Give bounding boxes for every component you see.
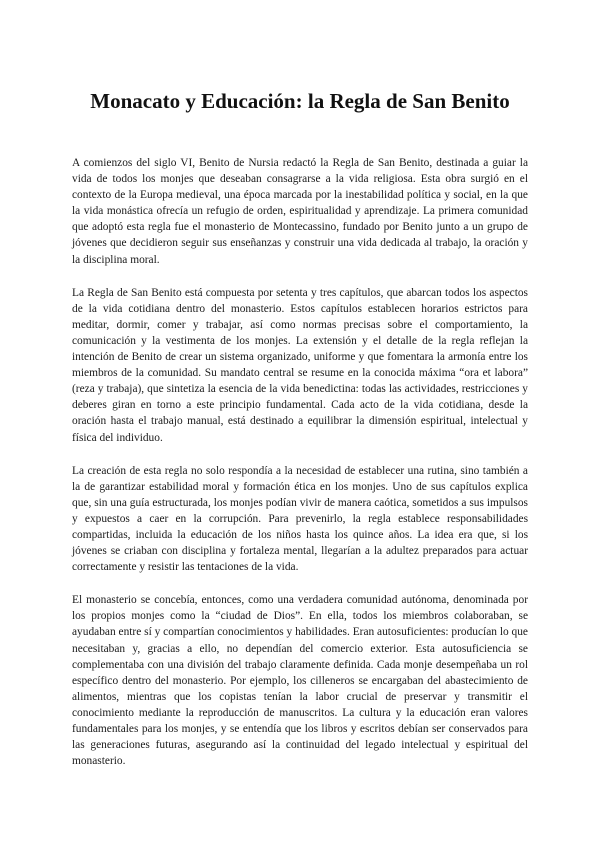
paragraph-1: A comienzos del siglo VI, Benito de Nursia redactó la Regla de San Benito, destinada a guiar la vida de todos los monjes que deseaban consagrarse a la vida religiosa. Esta obra surgió en el contexto de la Europa medieval, una época marcada por la inestabilidad política y social, en la que la vida monástica ofrecía un refugio de orden, espiritualidad y aprendizaje. La primera comunidad que adoptó esta regla fue el monasterio de Montecassino, fundado por Benito junto a un grupo de jóvenes que decidieron seguir sus enseñanzas y construir una vida dedicada al trabajo, la oración y la disciplina moral. xyxy=(72,157,528,266)
paragraph-4: El monasterio se concebía, entonces, como una verdadera comunidad autónoma, denominada por los propios monjes como la “ciudad de Dios”. En ella, todos los miembros colaboraban, se ayudaban entre sí y compartían conocimientos y habilidades. Eran autosuficientes: producían lo que necesitaban y, gracias a ello, no dependían del comercio exterior. Esta autosuficiencia se complementaba con una división del trabajo claramente definida. Cada monje desempeñaba un rol específico dentro del monasterio. Por ejemplo, los cilleneros se encargaban del abastecimiento de alimentos, mientras que los copistas tenían la labor crucial de preservar y transmitir el conocimiento mediante la reproducción de manuscritos. La cultura y la educación eran valores fundamentales para los monjes, y se entendía que los libros y escritos debían ser conservados para las generaciones futuras, asegurando así la continuidad del legado intelectual y espiritual del monasterio. xyxy=(72,594,528,768)
document-body xyxy=(72,155,528,786)
paragraph-2: La Regla de San Benito está compuesta por setenta y tres capítulos, que abarcan todos los aspectos de la vida cotidiana dentro del monasterio. Estos capítulos establecen horarios estrictos para meditar, dormir, comer y trabajar, así como normas precisas sobre el comportamiento, la comunicación y la vestimenta de los monjes. La extensión y el detalle de la regla reflejan la intención de Benito de crear un sistema organizado, uniforme y que fomentara la armonía entre los miembros de la comunidad. Su mandato central se resume en la conocida máxima “ora et labora” (reza y trabaja), que sintetiza la esencia de la vida benedictina: todas las actividades, restricciones y deberes giran en torno a este principio fundamental. Cada acto de la vida cotidiana, desde la oración hasta el trabajo manual, está destinado a equilibrar la dimensión espiritual, intelectual y física del individuo. xyxy=(72,286,528,444)
paragraph-3: La creación de esta regla no solo respondía a la necesidad de establecer una rutina, sino también a la de garantizar estabilidad moral y formación ética en los monjes. Uno de sus capítulos explica que, sin una guía estructurada, los monjes podían vivir de manera caótica, sometidos a sus impulsos y expuestos a caer en la corrupción. Para prevenirlo, la regla establece responsabilidades compartidas, incluida la educación de los niños hasta los quince años. La idea era que, si los jóvenes se criaban con disciplina y fortaleza mental, llegarían a la adultez preparados para actuar correctamente y resistir las tentaciones de la vida. xyxy=(72,464,528,574)
page-title: Monacato y Educación: la Regla de San Benito xyxy=(90,89,510,113)
